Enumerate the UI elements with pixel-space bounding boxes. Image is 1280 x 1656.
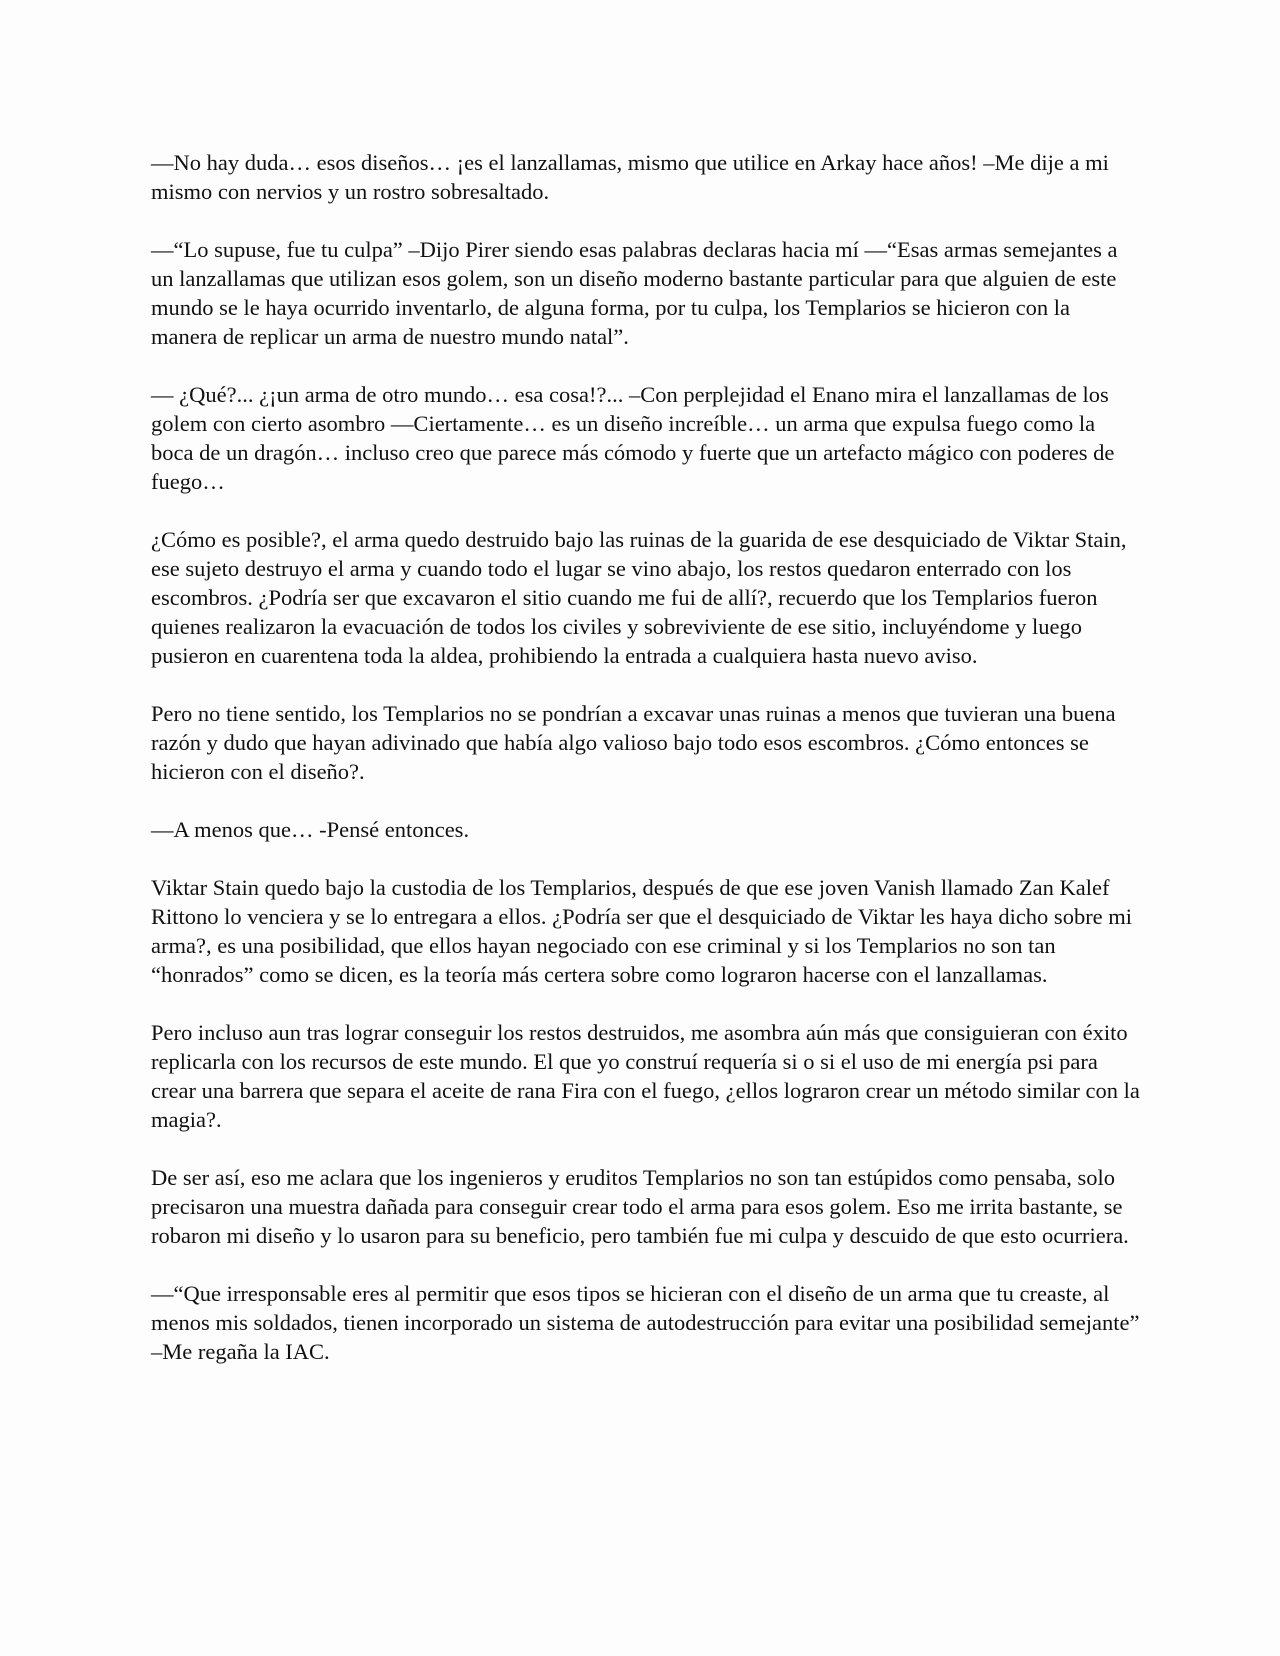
- paragraph-7: Viktar Stain quedo bajo la custodia de los Templarios, después de que ese joven Vanish llamado Zan Kalef Rittono lo venciera y se lo entregara a ellos. ¿Podría ser que el desquiciado de Viktar les haya dicho sobre mi arma?, es una posibilidad, que ellos hayan negociado con ese criminal y si los Templarios no son tan “honrados” como se dicen, es la teoría más certera sobre como lograron hacerse con el lanzallamas.: [151, 875, 1133, 987]
- paragraph-4: ¿Cómo es posible?, el arma quedo destruido bajo las ruinas de la guarida de ese desquiciado de Viktar Stain, ese sujeto destruyo el arma y cuando todo el lugar se vino abajo, los restos quedaron enterrado con los escombros. ¿Podría ser que excavaron el sitio cuando me fui de allí?, recuerdo que los Templarios fueron quienes realizaron la evacuación de todos los civiles y sobreviviente de ese sitio, incluyéndome y luego pusieron en cuarentena toda la aldea, prohibiendo la entrada a cualquiera hasta nuevo aviso.: [151, 527, 1127, 668]
- paragraph-8: Pero incluso aun tras lograr conseguir los restos destruidos, me asombra aún más que consiguieran con éxito replicarla con los recursos de este mundo. El que yo construí requería si o si el uso de mi energía psi para crear una barrera que separa el aceite de rana Fira con el fuego, ¿ellos lograron crear un método similar con la magia?.: [151, 1020, 1140, 1132]
- paragraph-9: De ser así, eso me aclara que los ingenieros y eruditos Templarios no son tan estúpidos como pensaba, solo precisaron una muestra dañada para conseguir crear todo el arma para esos golem. Eso me irrita bastante, se robaron mi diseño y lo usaron para su beneficio, pero también fue mi culpa y descuido de que esto ocurriera.: [151, 1165, 1129, 1248]
- paragraph-5: Pero no tiene sentido, los Templarios no se pondrían a excavar unas ruinas a menos que tuvieran una buena razón y dudo que hayan adivinado que había algo valioso bajo todo esos escombros. ¿Cómo entonces se hicieron con el diseño?.: [151, 701, 1116, 784]
- document-page: [151, 148, 1141, 1395]
- paragraph-3: — ¿Qué?... ¿¡un arma de otro mundo… esa cosa!?... –Con perplejidad el Enano mira el lanzallamas de los golem con cierto asombro —Ciertamente… es un diseño increíble… un arma que expulsa fuego como la boca de un dragón… incluso creo que parece más cómodo y fuerte que un artefacto mágico con poderes de fuego…: [151, 382, 1115, 494]
- paragraph-10: —“Que irresponsable eres al permitir que esos tipos se hicieran con el diseño de un arma que tu creaste, al menos mis soldados, tienen incorporado un sistema de autodestrucción para evitar una posibilidad semejante” –Me regaña la IAC.: [151, 1281, 1140, 1364]
- paragraph-6: —A menos que… -Pensé entonces.: [151, 817, 470, 842]
- paragraph-2: —“Lo supuse, fue tu culpa” –Dijo Pirer siendo esas palabras declaras hacia mí —“Esas armas semejantes a un lanzallamas que utilizan esos golem, son un diseño moderno bastante particular para que alguien de este mundo se le haya ocurrido inventarlo, de alguna forma, por tu culpa, los Templarios se hicieron con la manera de replicar un arma de nuestro mundo natal”.: [151, 237, 1118, 349]
- paragraph-1: —No hay duda… esos diseños… ¡es el lanzallamas, mismo que utilice en Arkay hace años! –Me dije a mi mismo con nervios y un rostro sobresaltado.: [151, 150, 1109, 204]
